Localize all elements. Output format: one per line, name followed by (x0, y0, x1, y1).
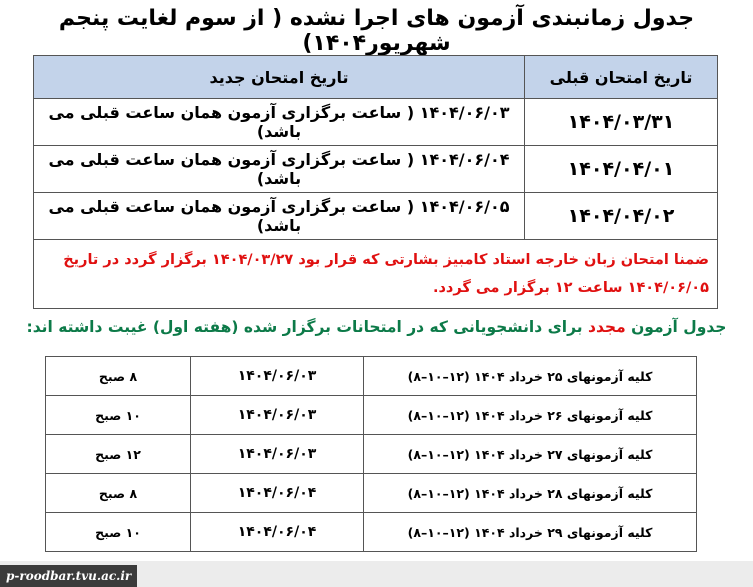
table-row (46, 396, 697, 435)
date-cell: ۱۴۰۴/۰۶/۰۳ (191, 396, 364, 435)
exam-cell: کلیه آزمونهای ۲۷ خرداد ۱۴۰۴ (۱۲–۱۰–۸) (364, 435, 697, 474)
time-cell: ۸ صبح (46, 474, 191, 513)
note-row (34, 240, 718, 309)
language-exam-note: ضمنا امتحان زبان خارجه استاد کامبیز بشارتی که قرار بود ۱۴۰۴/۰۳/۲۷ برگزار گردد در تاریخ ۱۴۰۴/۰۶/۰۵ ساعت ۱۲ برگزار می گردد. (34, 240, 718, 309)
old-date-cell: ۱۴۰۴/۰۴/۰۱ (525, 146, 718, 193)
old-date-cell: ۱۴۰۴/۰۳/۳۱ (525, 99, 718, 146)
new-date-cell: ۱۴۰۴/۰۶/۰۵ ( ساعت برگزاری آزمون همان ساعت قبلی می باشد) (34, 193, 525, 240)
exam-cell: کلیه آزمونهای ۲۶ خرداد ۱۴۰۴ (۱۲–۱۰–۸) (364, 396, 697, 435)
table-row (46, 435, 697, 474)
new-date-cell: ۱۴۰۴/۰۶/۰۴ ( ساعت برگزاری آزمون همان ساعت قبلی می باشد) (34, 146, 525, 193)
retake-exams-table (45, 356, 697, 552)
date-cell: ۱۴۰۴/۰۶/۰۴ (191, 513, 364, 552)
time-cell: ۸ صبح (46, 357, 191, 396)
table-row (46, 357, 697, 396)
date-cell: ۱۴۰۴/۰۶/۰۳ (191, 435, 364, 474)
table-row (46, 474, 697, 513)
site-watermark: p-roodbar.tvu.ac.ir (0, 565, 137, 587)
old-date-cell: ۱۴۰۴/۰۴/۰۲ (525, 193, 718, 240)
time-cell: ۱۲ صبح (46, 435, 191, 474)
subtitle-part2: برای دانشجویانی که در امتحانات برگزار شده (هفته اول) غیبت داشته اند: (26, 318, 583, 336)
exam-cell: کلیه آزمونهای ۲۵ خرداد ۱۴۰۴ (۱۲–۱۰–۸) (364, 357, 697, 396)
exam-cell: کلیه آزمونهای ۲۹ خرداد ۱۴۰۴ (۱۲–۱۰–۸) (364, 513, 697, 552)
time-cell: ۱۰ صبح (46, 396, 191, 435)
subtitle-part1: جدول آزمون (631, 318, 727, 336)
table-header-row (34, 56, 718, 99)
exam-cell: کلیه آزمونهای ۲۸ خرداد ۱۴۰۴ (۱۲–۱۰–۸) (364, 474, 697, 513)
date-cell: ۱۴۰۴/۰۶/۰۳ (191, 357, 364, 396)
table-row (46, 513, 697, 552)
date-cell: ۱۴۰۴/۰۶/۰۴ (191, 474, 364, 513)
page-title: جدول زمانبندی آزمون های اجرا نشده ( از سوم لغایت پنجم شهریور۱۴۰۴) (58, 6, 695, 56)
subtitle-highlight: مجدد (587, 318, 626, 336)
header-new-date: تاریخ امتحان جدید (34, 56, 525, 99)
time-cell: ۱۰ صبح (46, 513, 191, 552)
header-old-date: تاریخ امتحان قبلی (525, 56, 718, 99)
footer-bar (0, 561, 753, 587)
table-row (34, 146, 718, 193)
table-row (34, 193, 718, 240)
retake-subtitle (0, 318, 753, 336)
new-date-cell: ۱۴۰۴/۰۶/۰۳ ( ساعت برگزاری آزمون همان ساعت قبلی می باشد) (34, 99, 525, 146)
rescheduled-exams-table (33, 55, 718, 309)
table-row (34, 99, 718, 146)
